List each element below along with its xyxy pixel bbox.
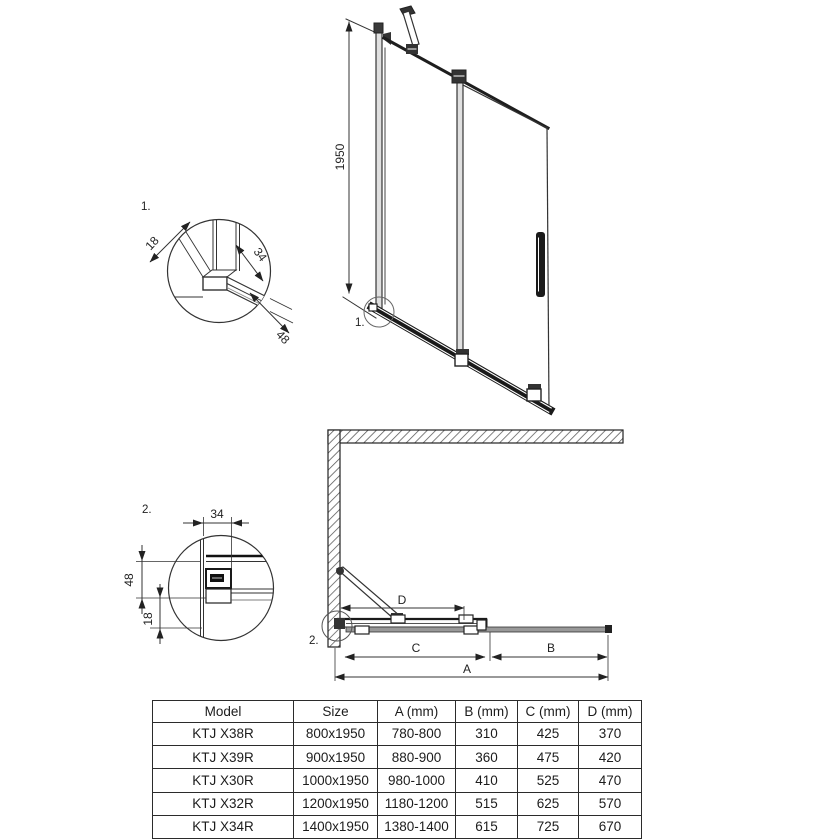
profile-top-cap [374,23,383,33]
cell-size: 1000x1950 [294,769,378,792]
cell-c: 425 [518,723,579,746]
middle-profile [457,78,463,362]
door-handle [536,232,545,297]
table-row [153,792,642,815]
cell-a: 880-900 [378,746,456,769]
table-row [153,746,642,769]
roller [527,389,541,401]
dim-a-label: A [462,662,472,676]
cell-a: 780-800 [378,723,456,746]
cell-b: 310 [456,723,518,746]
dim-18-label: 18 [142,233,162,253]
table-row [153,815,642,838]
dim-d-label: D [397,593,407,607]
cell-b: 615 [456,815,518,838]
rail-front-face [203,277,227,290]
cell-a: 1380-1400 [378,815,456,838]
wall-left [328,430,340,647]
cell-c: 625 [518,792,579,815]
cell-model: KTJ X38R [153,723,294,746]
front-view [333,6,551,412]
plan-end-cap [605,625,612,633]
plan-roller-block [391,615,405,623]
support-bar [403,11,419,46]
table-row [153,769,642,792]
cell-b: 515 [456,792,518,815]
cell-model: KTJ X32R [153,792,294,815]
rail-left-cap [369,304,377,311]
col-header-c: C (mm) [518,701,579,723]
cell-model: KTJ X30R [153,769,294,792]
dim-c-label: C [411,641,421,655]
col-header-model: Model [153,701,294,723]
col-header-a: A (mm) [378,701,456,723]
dim-18-label: 18 [141,612,155,626]
dim-34-label: 34 [210,507,224,521]
sliding-glass-right-edge [547,127,549,409]
plan-guide-block [464,626,478,634]
spec-header-row [153,701,642,723]
sliding-glass-top-edge [463,85,547,128]
cell-model: KTJ X39R [153,746,294,769]
col-header-size: Size [294,701,378,723]
plan-guide-block [355,626,369,634]
plan-wall-fitting [334,618,345,629]
cell-size: 1200x1950 [294,792,378,815]
plan-support-bar [337,567,400,619]
plan-edge-block [477,620,486,630]
cell-size: 1400x1950 [294,815,378,838]
detail2-label: 2. [142,504,152,516]
lower-block [206,589,231,603]
detail1-label: 1. [141,201,151,213]
cell-d: 420 [579,746,642,769]
dim-48-label: 48 [273,327,293,347]
detail2-callout-label: 2. [309,635,319,647]
cell-c: 725 [518,815,579,838]
dim-b-label: B [546,641,556,655]
detail-view-2 [122,504,274,644]
cell-d: 470 [579,769,642,792]
height-dim-label: 1950 [333,143,347,171]
roller [455,354,468,366]
cell-d: 670 [579,815,642,838]
wall-profile [376,25,382,309]
col-header-b: B (mm) [456,701,518,723]
plan-view [309,430,623,681]
plan-roller-block [459,615,473,623]
cell-a: 1180-1200 [378,792,456,815]
cell-size: 800x1950 [294,723,378,746]
table-row [153,723,642,746]
detail-view-1 [141,201,293,347]
cell-model: KTJ X34R [153,815,294,838]
cell-c: 475 [518,746,579,769]
cell-a: 980-1000 [378,769,456,792]
cell-d: 570 [579,792,642,815]
cell-c: 525 [518,769,579,792]
wall-top [328,430,623,443]
cell-size: 900x1950 [294,746,378,769]
spec-table [152,700,642,839]
cell-b: 410 [456,769,518,792]
dim-34-label: 34 [250,245,270,265]
dim-48-label: 48 [122,573,136,587]
detail1-callout-label: 1. [355,317,365,329]
support-wall-end [336,567,344,575]
cell-b: 360 [456,746,518,769]
col-header-d: D (mm) [579,701,642,723]
ext-line [270,299,292,310]
cell-d: 370 [579,723,642,746]
